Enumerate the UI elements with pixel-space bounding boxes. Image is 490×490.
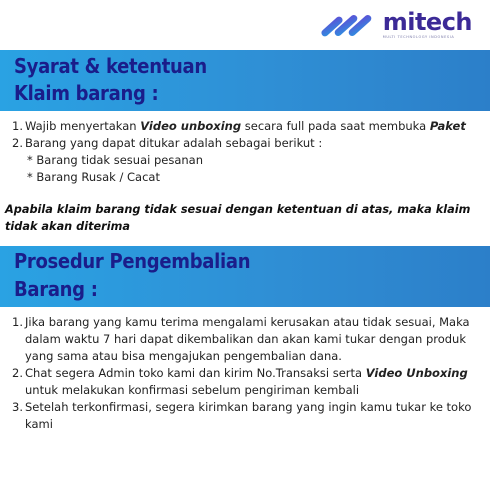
logo-tagline: MULTI TECHNOLOGY INDONESIA (382, 35, 455, 39)
terms-list (12, 118, 482, 186)
brand-logo (317, 8, 472, 40)
list-number: 3. (12, 400, 23, 414)
emphasis-text: Video unboxing (140, 119, 242, 133)
list-number: 1. (12, 315, 23, 329)
logo-wordmark: mitech (382, 8, 472, 36)
logo-mark-icon (317, 8, 379, 40)
list-item-text: Chat segera Admin toko kami dan kirim No.Transaksi serta Video Unboxing untuk melakukan konfirmasi sebelum pengiriman kembali (25, 366, 468, 397)
list-item (12, 314, 482, 365)
emphasis-text: Paket (429, 119, 466, 133)
terms-title-line2: Klaim barang : (14, 81, 159, 105)
list-item-text: Jika barang yang kamu terima mengalami kerusakan atau tidak sesuai, Maka dalam waktu 7 hari dapat dikembalikan dan akan kami tukar dengan produk yang sama atau bisa mengajukan pengembalian dana. (25, 315, 470, 363)
list-number: 2. (12, 136, 23, 150)
sub-list-item: * Barang Rusak / Cacat (27, 170, 160, 184)
list-item-text: Setelah terkonfirmasi, segera kirimkan barang yang ingin kamu tukar ke toko kami (25, 400, 472, 431)
claim-notice: Apabila klaim barang tidak sesuai dengan ketentuan di atas, maka klaim tidak akan diterima (5, 203, 471, 233)
return-title-line2: Barang : (14, 277, 98, 301)
return-procedure-list (12, 314, 482, 433)
list-item (12, 118, 482, 135)
emphasis-text: Video Unboxing (365, 366, 468, 380)
sub-list-item: * Barang tidak sesuai pesanan (27, 153, 204, 167)
list-item-text: Barang yang dapat ditukar adalah sebagai berikut : (25, 136, 323, 150)
section-banner-terms (0, 50, 490, 111)
list-item-text: Wajib menyertakan Video unboxing secara full pada saat membuka Paket (25, 119, 466, 133)
list-item (12, 135, 482, 152)
section-banner-return (0, 246, 490, 307)
list-number: 1. (12, 119, 23, 133)
terms-title-line1: Syarat & ketentuan (14, 54, 207, 78)
return-title-line1: Prosedur Pengembalian (14, 249, 251, 273)
list-item (12, 365, 482, 399)
list-item (12, 399, 482, 433)
list-number: 2. (12, 366, 23, 380)
